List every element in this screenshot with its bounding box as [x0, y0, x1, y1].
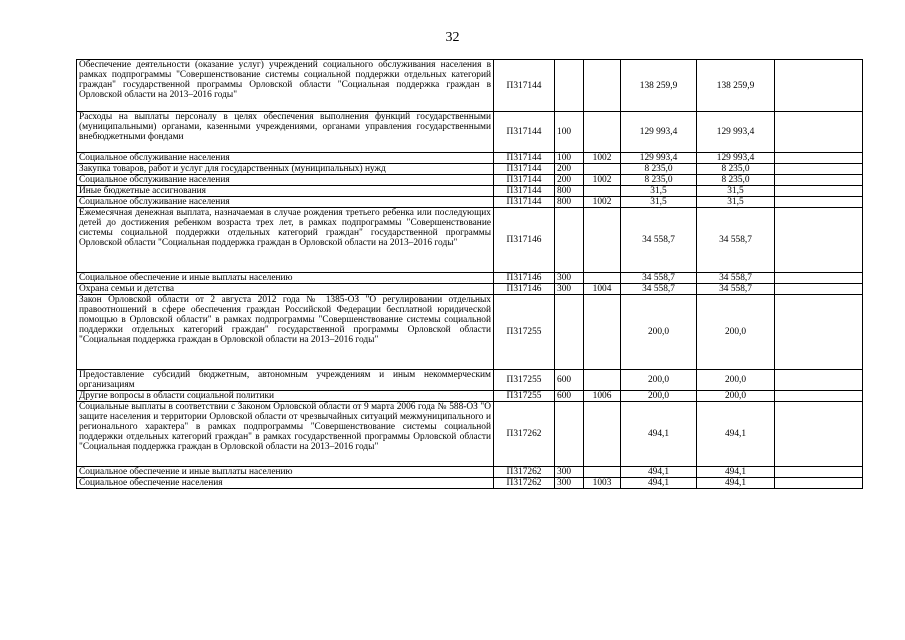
table-row — [77, 295, 863, 370]
row-code: П317144 — [494, 60, 555, 112]
row-name: Социальное обслуживание населения — [77, 153, 494, 164]
table-row — [77, 273, 863, 284]
row-amount-plan: 31,5 — [621, 186, 697, 197]
table-row — [77, 60, 863, 112]
row-section — [584, 467, 621, 478]
table-row — [77, 164, 863, 175]
row-expense-type: 800 — [555, 197, 584, 208]
table-row — [77, 186, 863, 197]
row-code: П317144 — [494, 197, 555, 208]
budget-table-body — [77, 60, 863, 489]
row-amount-actual: 8 235,0 — [697, 175, 775, 186]
row-amount-actual: 200,0 — [697, 295, 775, 370]
row-code: П317146 — [494, 208, 555, 273]
row-expense-type: 200 — [555, 175, 584, 186]
row-note — [775, 478, 863, 489]
row-amount-plan: 494,1 — [621, 467, 697, 478]
row-amount-plan: 34 558,7 — [621, 208, 697, 273]
row-code: П317262 — [494, 402, 555, 467]
table-row — [77, 153, 863, 164]
row-amount-plan: 200,0 — [621, 295, 697, 370]
row-amount-actual: 129 993,4 — [697, 112, 775, 153]
row-note — [775, 284, 863, 295]
row-name: Социальные выплаты в соответствии с Законом Орловской области от 9 марта 2006 года № 588-ОЗ "О защите населения и территории Орловской области от чрезвычайных ситуаций межмуниципального и регионального характера" в рамках подпрограммы "Совершенствование системы социальной поддержки отдельных категорий граждан" в рамках государственной программы Орловской области "Социальная поддержка граждан в Орловской области на 2013–2016 годы" — [77, 402, 494, 467]
row-section — [584, 112, 621, 153]
row-section: 1002 — [584, 197, 621, 208]
row-amount-actual: 31,5 — [697, 197, 775, 208]
row-expense-type — [555, 60, 584, 112]
row-section — [584, 273, 621, 284]
table-row — [77, 175, 863, 186]
row-code: П317255 — [494, 391, 555, 402]
row-note — [775, 295, 863, 370]
row-section: 1004 — [584, 284, 621, 295]
row-amount-plan: 200,0 — [621, 370, 697, 391]
row-amount-plan: 494,1 — [621, 478, 697, 489]
table-row — [77, 284, 863, 295]
row-note — [775, 197, 863, 208]
row-section — [584, 164, 621, 175]
row-code: П317144 — [494, 186, 555, 197]
table-row — [77, 197, 863, 208]
row-section: 1002 — [584, 153, 621, 164]
row-amount-actual: 31,5 — [697, 186, 775, 197]
row-amount-plan: 31,5 — [621, 197, 697, 208]
row-expense-type: 300 — [555, 284, 584, 295]
row-code: П317144 — [494, 164, 555, 175]
row-name: Закупка товаров, работ и услуг для государственных (муниципальных) нужд — [77, 164, 494, 175]
row-code: П317255 — [494, 295, 555, 370]
row-code: П317255 — [494, 370, 555, 391]
row-section: 1003 — [584, 478, 621, 489]
row-code: П317146 — [494, 284, 555, 295]
row-expense-type: 300 — [555, 273, 584, 284]
row-amount-actual: 200,0 — [697, 391, 775, 402]
row-amount-actual: 129 993,4 — [697, 153, 775, 164]
row-name: Социальное обеспечение и иные выплаты населению — [77, 273, 494, 284]
row-expense-type — [555, 402, 584, 467]
row-amount-actual: 34 558,7 — [697, 208, 775, 273]
row-code: П317144 — [494, 112, 555, 153]
row-expense-type — [555, 208, 584, 273]
row-name: Социальное обеспечение населения — [77, 478, 494, 489]
row-amount-actual: 494,1 — [697, 467, 775, 478]
row-code: П317262 — [494, 467, 555, 478]
row-expense-type: 800 — [555, 186, 584, 197]
row-amount-plan: 494,1 — [621, 402, 697, 467]
row-name: Иные бюджетные ассигнования — [77, 186, 494, 197]
table-row — [77, 467, 863, 478]
row-note — [775, 164, 863, 175]
row-note — [775, 402, 863, 467]
table-row — [77, 370, 863, 391]
row-name: Социальное обеспечение и иные выплаты населению — [77, 467, 494, 478]
row-section — [584, 295, 621, 370]
row-name: Обеспечение деятельности (оказание услуг) учреждений социального обслуживания населения в рамках подпрограммы "Совершенствование системы социальной поддержки отдельных категорий граждан" государственной программы Орловской области "Социальная поддержка граждан в Орловской области на 2013–2016 годы" — [77, 60, 494, 112]
row-note — [775, 370, 863, 391]
row-amount-actual: 34 558,7 — [697, 284, 775, 295]
page-number: 32 — [445, 30, 460, 45]
row-section — [584, 186, 621, 197]
row-amount-actual: 138 259,9 — [697, 60, 775, 112]
row-name: Другие вопросы в области социальной политики — [77, 391, 494, 402]
row-note — [775, 208, 863, 273]
table-row — [77, 208, 863, 273]
row-name: Закон Орловской области от 2 августа 2012 года № 1385-ОЗ "О регулировании отдельных правоотношений в сфере обеспечения граждан Российской Федерации бесплатной юридической помощью в Орловской области" в рамках подпрограммы "Совершенствование системы социальной поддержки отдельных категорий граждан" государственной программы Орловской области "Социальная поддержка граждан в Орловской области на 2013–2016 годы" — [77, 295, 494, 370]
row-note — [775, 112, 863, 153]
row-expense-type: 300 — [555, 478, 584, 489]
row-name: Предоставление субсидий бюджетным, автономным учреждениям и иным некоммерческим организациям — [77, 370, 494, 391]
row-section — [584, 208, 621, 273]
row-code: П317146 — [494, 273, 555, 284]
row-name: Охрана семьи и детства — [77, 284, 494, 295]
row-amount-plan: 129 993,4 — [621, 112, 697, 153]
row-expense-type: 100 — [555, 153, 584, 164]
row-note — [775, 391, 863, 402]
row-amount-plan: 138 259,9 — [621, 60, 697, 112]
row-amount-actual: 494,1 — [697, 478, 775, 489]
row-section — [584, 370, 621, 391]
row-expense-type: 200 — [555, 164, 584, 175]
row-expense-type: 300 — [555, 467, 584, 478]
row-name: Расходы на выплаты персоналу в целях обеспечения выполнения функций государственными (муниципальными) органами, казенными учреждениями, органами управления государственными внебюджетными фондами — [77, 112, 494, 153]
row-amount-actual: 494,1 — [697, 402, 775, 467]
row-name: Социальное обслуживание населения — [77, 175, 494, 186]
table-row — [77, 402, 863, 467]
row-name: Социальное обслуживание населения — [77, 197, 494, 208]
row-note — [775, 153, 863, 164]
row-note — [775, 175, 863, 186]
row-amount-actual: 200,0 — [697, 370, 775, 391]
row-amount-plan: 200,0 — [621, 391, 697, 402]
table-row — [77, 391, 863, 402]
row-code: П317262 — [494, 478, 555, 489]
row-expense-type — [555, 295, 584, 370]
row-name: Ежемесячная денежная выплата, назначаемая в случае рождения третьего ребенка или последующих детей до достижения ребенком возраста трех лет, в рамках подпрограммы "Совершенствование системы социальной поддержки отдельных категорий граждан" государственной программы Орловской области "Социальная поддержка граждан в Орловской области на 2013–2016 годы" — [77, 208, 494, 273]
row-amount-plan: 34 558,7 — [621, 284, 697, 295]
row-amount-actual: 8 235,0 — [697, 164, 775, 175]
row-amount-plan: 8 235,0 — [621, 175, 697, 186]
row-section: 1002 — [584, 175, 621, 186]
row-code: П317144 — [494, 175, 555, 186]
row-expense-type: 600 — [555, 391, 584, 402]
table-row — [77, 478, 863, 489]
row-code: П317144 — [494, 153, 555, 164]
row-section — [584, 60, 621, 112]
row-note — [775, 467, 863, 478]
table-row — [77, 112, 863, 153]
row-note — [775, 186, 863, 197]
row-expense-type: 100 — [555, 112, 584, 153]
budget-table — [76, 59, 863, 489]
row-amount-plan: 8 235,0 — [621, 164, 697, 175]
row-note — [775, 273, 863, 284]
row-note — [775, 60, 863, 112]
row-section: 1006 — [584, 391, 621, 402]
row-amount-actual: 34 558,7 — [697, 273, 775, 284]
row-amount-plan: 129 993,4 — [621, 153, 697, 164]
row-expense-type: 600 — [555, 370, 584, 391]
row-section — [584, 402, 621, 467]
row-amount-plan: 34 558,7 — [621, 273, 697, 284]
